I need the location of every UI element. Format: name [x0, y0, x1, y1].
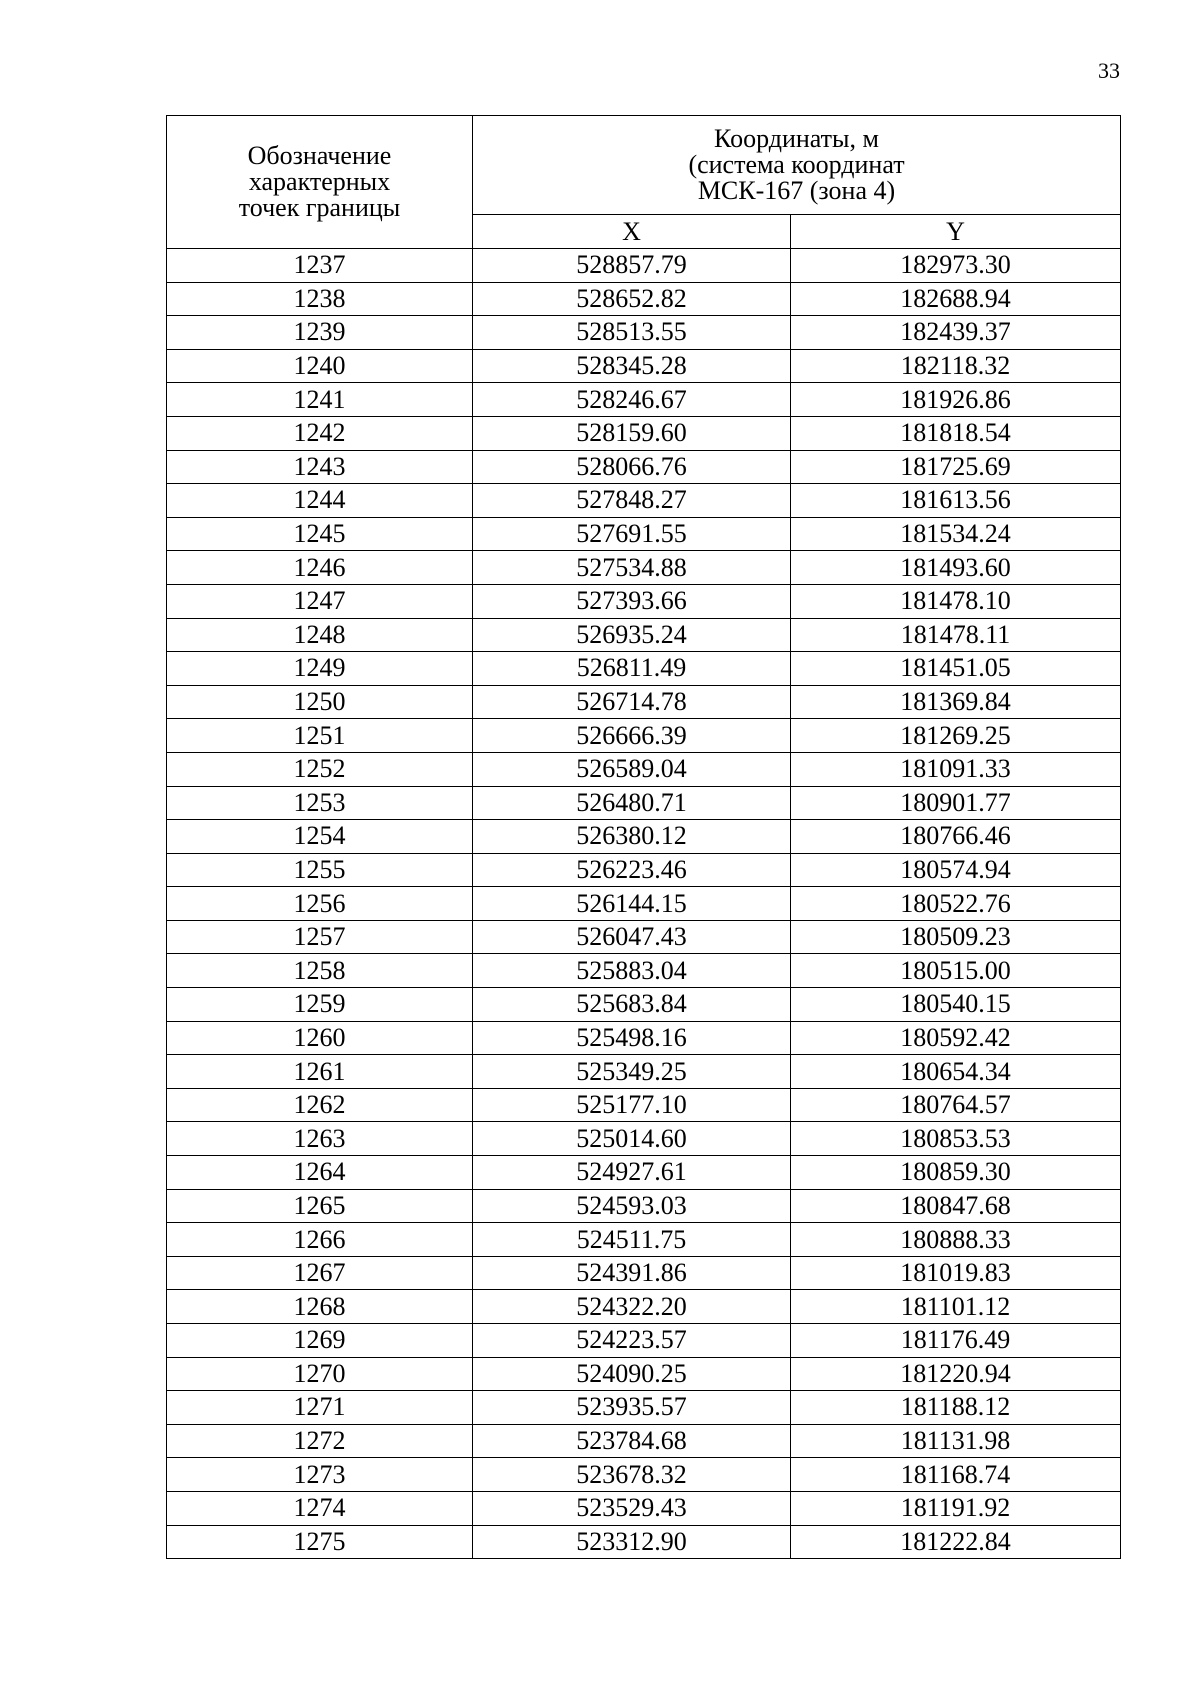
- table-body: [167, 249, 1121, 1559]
- coordinates-header-line: Координаты, м: [714, 124, 879, 153]
- y-coordinate-cell: 181131.98: [791, 1424, 1121, 1458]
- table-row: [167, 887, 1121, 921]
- table-row: [167, 249, 1121, 283]
- point-id-cell: 1254: [167, 820, 473, 854]
- table-row: [167, 551, 1121, 585]
- point-id-cell: 1248: [167, 618, 473, 652]
- table-row: [167, 584, 1121, 618]
- y-coordinate-cell: 181188.12: [791, 1391, 1121, 1425]
- x-coordinate-cell: 525014.60: [473, 1122, 791, 1156]
- point-id-cell: 1265: [167, 1189, 473, 1223]
- table-row: [167, 383, 1121, 417]
- table-row: [167, 1290, 1121, 1324]
- y-coordinate-cell: 181019.83: [791, 1256, 1121, 1290]
- table-row: [167, 719, 1121, 753]
- x-coordinate-cell: 523678.32: [473, 1458, 791, 1492]
- y-coordinate-cell: 181269.25: [791, 719, 1121, 753]
- table-row: [167, 1491, 1121, 1525]
- y-coordinate-cell: 180592.42: [791, 1021, 1121, 1055]
- x-coordinate-cell: 528652.82: [473, 282, 791, 316]
- table-row: [167, 1256, 1121, 1290]
- y-coordinate-cell: 180509.23: [791, 920, 1121, 954]
- designation-header-line: Обозначение: [247, 141, 392, 170]
- x-coordinate-cell: 526047.43: [473, 920, 791, 954]
- x-coordinate-cell: 526144.15: [473, 887, 791, 921]
- coordinates-table: [166, 115, 1121, 1559]
- x-coordinate-cell: 526935.24: [473, 618, 791, 652]
- point-id-cell: 1250: [167, 685, 473, 719]
- y-coordinate-cell: 181534.24: [791, 517, 1121, 551]
- table-row: [167, 316, 1121, 350]
- coordinates-header-line: МСК-167 (зона 4): [697, 176, 896, 205]
- x-coordinate-cell: 525683.84: [473, 988, 791, 1022]
- table-row: [167, 282, 1121, 316]
- y-coordinate-cell: 181478.10: [791, 584, 1121, 618]
- point-id-cell: 1237: [167, 249, 473, 283]
- table-row: [167, 1055, 1121, 1089]
- x-coordinate-cell: 527393.66: [473, 584, 791, 618]
- x-coordinate-cell: 523312.90: [473, 1525, 791, 1559]
- point-id-cell: 1244: [167, 484, 473, 518]
- point-id-cell: 1266: [167, 1223, 473, 1257]
- x-coordinate-cell: 525883.04: [473, 954, 791, 988]
- y-coordinate-cell: 181818.54: [791, 416, 1121, 450]
- table-row: [167, 1324, 1121, 1358]
- table-row: [167, 1424, 1121, 1458]
- table-row: [167, 920, 1121, 954]
- table-row: [167, 1357, 1121, 1391]
- x-column-header: X: [473, 215, 791, 249]
- point-id-cell: 1269: [167, 1324, 473, 1358]
- point-id-cell: 1257: [167, 920, 473, 954]
- x-coordinate-cell: 528246.67: [473, 383, 791, 417]
- table-row: [167, 954, 1121, 988]
- y-coordinate-cell: 182439.37: [791, 316, 1121, 350]
- table-row: [167, 1223, 1121, 1257]
- x-coordinate-cell: 523529.43: [473, 1491, 791, 1525]
- y-coordinate-cell: 180766.46: [791, 820, 1121, 854]
- table-row: [167, 853, 1121, 887]
- y-coordinate-cell: 181091.33: [791, 752, 1121, 786]
- point-id-cell: 1274: [167, 1491, 473, 1525]
- point-id-cell: 1263: [167, 1122, 473, 1156]
- table-row: [167, 820, 1121, 854]
- table-header: [167, 116, 1121, 249]
- x-coordinate-cell: 525349.25: [473, 1055, 791, 1089]
- y-coordinate-cell: 180888.33: [791, 1223, 1121, 1257]
- point-id-cell: 1245: [167, 517, 473, 551]
- y-coordinate-cell: 181493.60: [791, 551, 1121, 585]
- x-coordinate-cell: 524090.25: [473, 1357, 791, 1391]
- x-coordinate-cell: 527691.55: [473, 517, 791, 551]
- x-coordinate-cell: 526589.04: [473, 752, 791, 786]
- point-id-cell: 1251: [167, 719, 473, 753]
- y-column-header: Y: [791, 215, 1121, 249]
- point-id-cell: 1247: [167, 584, 473, 618]
- y-coordinate-cell: 181220.94: [791, 1357, 1121, 1391]
- point-id-cell: 1258: [167, 954, 473, 988]
- x-coordinate-cell: 526666.39: [473, 719, 791, 753]
- point-id-cell: 1242: [167, 416, 473, 450]
- point-id-cell: 1264: [167, 1156, 473, 1190]
- point-id-cell: 1259: [167, 988, 473, 1022]
- x-coordinate-cell: 524391.86: [473, 1256, 791, 1290]
- point-id-cell: 1255: [167, 853, 473, 887]
- point-id-cell: 1256: [167, 887, 473, 921]
- point-id-cell: 1260: [167, 1021, 473, 1055]
- x-coordinate-cell: 528066.76: [473, 450, 791, 484]
- page-number: 33: [1098, 58, 1120, 83]
- y-coordinate-cell: 181101.12: [791, 1290, 1121, 1324]
- x-coordinate-cell: 528857.79: [473, 249, 791, 283]
- point-id-cell: 1249: [167, 652, 473, 686]
- point-id-cell: 1253: [167, 786, 473, 820]
- x-coordinate-cell: 524322.20: [473, 1290, 791, 1324]
- x-coordinate-cell: 526714.78: [473, 685, 791, 719]
- table-row: [167, 1088, 1121, 1122]
- coordinates-header-line: (система координат: [688, 150, 905, 179]
- x-coordinate-cell: 524927.61: [473, 1156, 791, 1190]
- point-id-cell: 1272: [167, 1424, 473, 1458]
- x-coordinate-cell: 524223.57: [473, 1324, 791, 1358]
- y-coordinate-cell: 181191.92: [791, 1491, 1121, 1525]
- table-row: [167, 752, 1121, 786]
- x-coordinate-cell: 528345.28: [473, 349, 791, 383]
- table-row: [167, 1458, 1121, 1492]
- table-row: [167, 416, 1121, 450]
- y-coordinate-cell: 180522.76: [791, 887, 1121, 921]
- x-coordinate-cell: 527534.88: [473, 551, 791, 585]
- x-coordinate-cell: 525498.16: [473, 1021, 791, 1055]
- y-coordinate-cell: 180515.00: [791, 954, 1121, 988]
- point-id-cell: 1240: [167, 349, 473, 383]
- y-coordinate-cell: 180574.94: [791, 853, 1121, 887]
- x-coordinate-cell: 528513.55: [473, 316, 791, 350]
- table-row: [167, 1021, 1121, 1055]
- table-row: [167, 618, 1121, 652]
- point-id-cell: 1275: [167, 1525, 473, 1559]
- point-id-cell: 1239: [167, 316, 473, 350]
- y-coordinate-cell: 180654.34: [791, 1055, 1121, 1089]
- point-id-cell: 1241: [167, 383, 473, 417]
- table-row: [167, 652, 1121, 686]
- y-coordinate-cell: 181725.69: [791, 450, 1121, 484]
- point-id-cell: 1243: [167, 450, 473, 484]
- table-row: [167, 786, 1121, 820]
- table-row: [167, 450, 1121, 484]
- designation-header-line: характерных: [248, 167, 391, 196]
- x-coordinate-cell: 527848.27: [473, 484, 791, 518]
- y-coordinate-cell: 181176.49: [791, 1324, 1121, 1358]
- y-coordinate-cell: 180764.57: [791, 1088, 1121, 1122]
- point-id-cell: 1262: [167, 1088, 473, 1122]
- y-coordinate-cell: 180540.15: [791, 988, 1121, 1022]
- y-coordinate-cell: 181168.74: [791, 1458, 1121, 1492]
- table-row: [167, 1189, 1121, 1223]
- x-coordinate-cell: 525177.10: [473, 1088, 791, 1122]
- point-id-cell: 1270: [167, 1357, 473, 1391]
- y-coordinate-cell: 182688.94: [791, 282, 1121, 316]
- y-coordinate-cell: 180901.77: [791, 786, 1121, 820]
- designation-header-line: точек границы: [238, 193, 401, 222]
- y-coordinate-cell: 181451.05: [791, 652, 1121, 686]
- x-coordinate-cell: 523784.68: [473, 1424, 791, 1458]
- x-coordinate-cell: 523935.57: [473, 1391, 791, 1425]
- table-row: [167, 1525, 1121, 1559]
- table-row: [167, 1156, 1121, 1190]
- point-id-cell: 1261: [167, 1055, 473, 1089]
- point-id-cell: 1273: [167, 1458, 473, 1492]
- y-coordinate-cell: 181222.84: [791, 1525, 1121, 1559]
- table-row: [167, 1122, 1121, 1156]
- y-coordinate-cell: 181613.56: [791, 484, 1121, 518]
- table-row: [167, 349, 1121, 383]
- table-row: [167, 988, 1121, 1022]
- y-coordinate-cell: 182118.32: [791, 349, 1121, 383]
- y-coordinate-cell: 181369.84: [791, 685, 1121, 719]
- point-id-cell: 1268: [167, 1290, 473, 1324]
- x-coordinate-cell: 526223.46: [473, 853, 791, 887]
- table-row: [167, 484, 1121, 518]
- point-id-cell: 1252: [167, 752, 473, 786]
- y-coordinate-cell: 182973.30: [791, 249, 1121, 283]
- table-row: [167, 685, 1121, 719]
- designation-header: [167, 116, 473, 249]
- y-coordinate-cell: 181478.11: [791, 618, 1121, 652]
- x-coordinate-cell: 524593.03: [473, 1189, 791, 1223]
- y-coordinate-cell: 180859.30: [791, 1156, 1121, 1190]
- x-coordinate-cell: 528159.60: [473, 416, 791, 450]
- x-coordinate-cell: 526380.12: [473, 820, 791, 854]
- y-coordinate-cell: 181926.86: [791, 383, 1121, 417]
- table-row: [167, 1391, 1121, 1425]
- table-row: [167, 517, 1121, 551]
- point-id-cell: 1246: [167, 551, 473, 585]
- point-id-cell: 1267: [167, 1256, 473, 1290]
- x-coordinate-cell: 524511.75: [473, 1223, 791, 1257]
- x-coordinate-cell: 526480.71: [473, 786, 791, 820]
- x-coordinate-cell: 526811.49: [473, 652, 791, 686]
- point-id-cell: 1271: [167, 1391, 473, 1425]
- coordinates-header: [473, 116, 1121, 215]
- y-coordinate-cell: 180847.68: [791, 1189, 1121, 1223]
- point-id-cell: 1238: [167, 282, 473, 316]
- y-coordinate-cell: 180853.53: [791, 1122, 1121, 1156]
